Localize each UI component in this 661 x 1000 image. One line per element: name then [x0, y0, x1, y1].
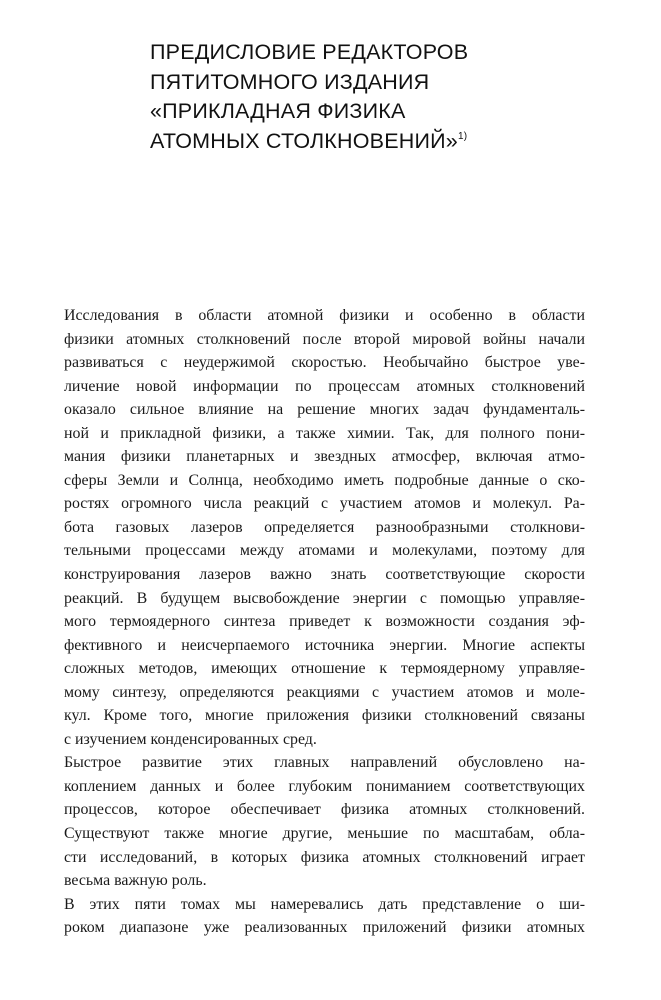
text-line: оказало сильное влияние на решение многих задач фундаменталь- — [64, 401, 585, 419]
footnote-marker: 1) — [457, 130, 468, 142]
text-line: Исследования в области атомной физики и особенно в области — [64, 307, 585, 324]
text-line: с изучением конденсированных сред. — [64, 730, 317, 748]
text-line: сложных методов, имеющих отношение к термоядерному управляе- — [64, 660, 585, 678]
text-line: физики атомных столкновений после второй мировой войны начали — [64, 330, 585, 348]
text-line: коплением данных и более глубоким пониманием соответствующих — [64, 777, 585, 795]
text-line: сферы Земли и Солнца, необходимо иметь подробные данные о ско- — [64, 471, 585, 489]
text-line: ростях огромного числа реакций с участием атомов и молекул. Ра- — [64, 495, 585, 513]
body-text — [64, 304, 585, 940]
paragraph-3 — [64, 893, 585, 940]
heading-line-last — [150, 127, 590, 157]
paragraph-2 — [64, 751, 585, 892]
text-line: бота газовых лазеров определяется разнообразными столкнови- — [64, 518, 585, 536]
heading-line-text: АТОМНЫХ СТОЛКНОВЕНИЙ» — [150, 128, 458, 153]
text-line: развиваться с неудержимой скоростью. Необычайно быстрое уве- — [64, 354, 585, 372]
text-line: тельными процессами между атомами и молекулами, поэтому для — [64, 542, 585, 560]
text-line: В этих пяти томах мы намеревались дать представление о ши- — [64, 895, 585, 913]
text-line: ной и прикладной физики, а также химии. Так, для полного пони- — [64, 424, 585, 442]
text-line: фективного и неисчерпаемого источника энергии. Многие аспекты — [64, 636, 585, 654]
text-line: мому синтезу, определяются реакциями с участием атомов и моле- — [64, 683, 585, 701]
text-line: кул. Кроме того, многие приложения физики столкновений связаны — [64, 707, 585, 725]
text-line: личение новой информации по процессам атомных столкновений — [64, 377, 585, 395]
heading-line: ПЯТИТОМНОГО ИЗДАНИЯ — [150, 69, 430, 94]
text-line: Существуют также многие другие, меньшие по масштабам, обла- — [64, 825, 585, 843]
text-line: Быстрое развитие этих главных направлений обусловлено на- — [64, 754, 585, 772]
heading-line: «ПРИКЛАДНАЯ ФИЗИКА — [150, 99, 406, 123]
text-line: роком диапазоне уже реализованных приложений физики атомных — [64, 919, 585, 937]
text-line: мого термоядерного синтеза приведет к возможности создания эф- — [64, 613, 585, 631]
text-line: процессов, которое обеспечивает физика атомных столкновений. — [64, 801, 585, 819]
paragraph-1 — [64, 304, 585, 751]
preface-heading — [150, 38, 590, 156]
text-line: весьма важную роль. — [64, 872, 207, 890]
text-line: мания физики планетарных и звездных атмосфер, включая атмо- — [64, 448, 585, 466]
text-line: конструирования лазеров важно знать соответствующие скорости — [64, 566, 585, 584]
heading-line: ПРЕДИСЛОВИЕ РЕДАКТОРОВ — [150, 40, 469, 64]
text-line: сти исследований, в которых физика атомных столкновений играет — [64, 848, 585, 866]
text-line: реакций. В будущем высвобождение энергии с помощью управляе- — [64, 589, 585, 607]
